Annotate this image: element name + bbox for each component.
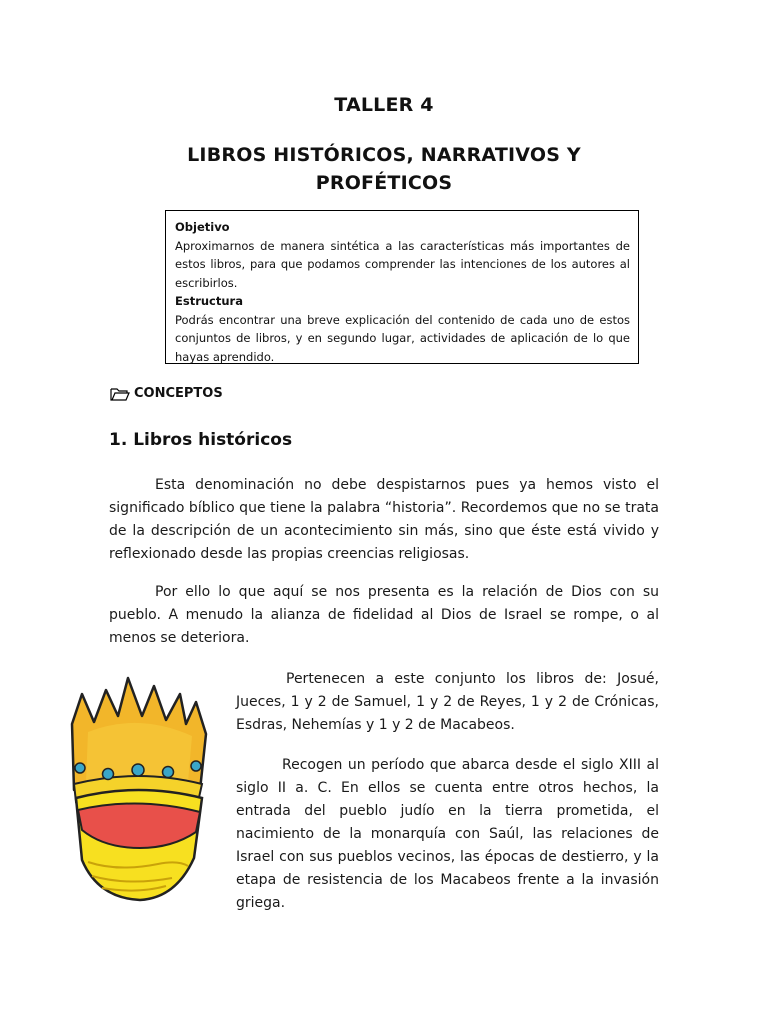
structure-heading: Estructura (175, 294, 243, 308)
structure-text: Podrás encontrar una breve explicación del contenido de cada uno de estos conjuntos de libros, y en segundo lugar, actividades de aplicación de lo que hayas aprendido. (175, 312, 630, 364)
page-subtitle (0, 141, 768, 197)
paragraph-1: Esta denominación no debe despistarnos pues ya hemos visto el significado bíblico que tiene la palabra “historia”. Recordemos que no se trata de la descripción de un acontecimiento sin más, sino que éste está vivido y reflexionado desde las propias creencias religiosas. (109, 477, 659, 562)
folder-icon (110, 387, 130, 401)
subtitle-line-1: LIBROS HISTÓRICOS, NARRATIVOS Y (187, 144, 581, 166)
concepts-label: CONCEPTOS (134, 386, 223, 401)
concepts-heading (110, 386, 223, 401)
objective-box (165, 210, 639, 364)
page-title: TALLER 4 (334, 94, 434, 116)
paragraph-3: Pertenecen a este conjunto los libros de: Josué, Jueces, 1 y 2 de Samuel, 1 y 2 de Reyes, 1 y 2 de Crónicas, Esdras, Nehemías y 1 y 2 de Macabeos. (236, 671, 659, 733)
paragraph-4: Recogen un período que abarca desde el siglo XIII al siglo II a. C. En ellos se cuenta entre otros hechos, la entrada del pueblo judío en la tierra prometida, el nacimiento de la monarquía con Saúl, las relaciones de Israel con sus pueblos vecinos, las épocas de destierro, y la etapa de resistencia de los Macabeos frente a la invasión griega. (236, 757, 659, 911)
crown-icon (68, 672, 213, 902)
section-heading: 1. Libros históricos (109, 430, 293, 450)
objective-heading: Objetivo (175, 220, 230, 234)
paragraph-2: Por ello lo que aquí se nos presenta es la relación de Dios con su pueblo. A menudo la alianza de fidelidad al Dios de Israel se rompe, o al menos se deteriora. (109, 584, 659, 646)
objective-text: Aproximarnos de manera sintética a las características más importantes de estos libros, para que podamos comprender las intenciones de los autores al escribirlos. (175, 238, 630, 290)
subtitle-line-2: PROFÉTICOS (315, 172, 453, 194)
